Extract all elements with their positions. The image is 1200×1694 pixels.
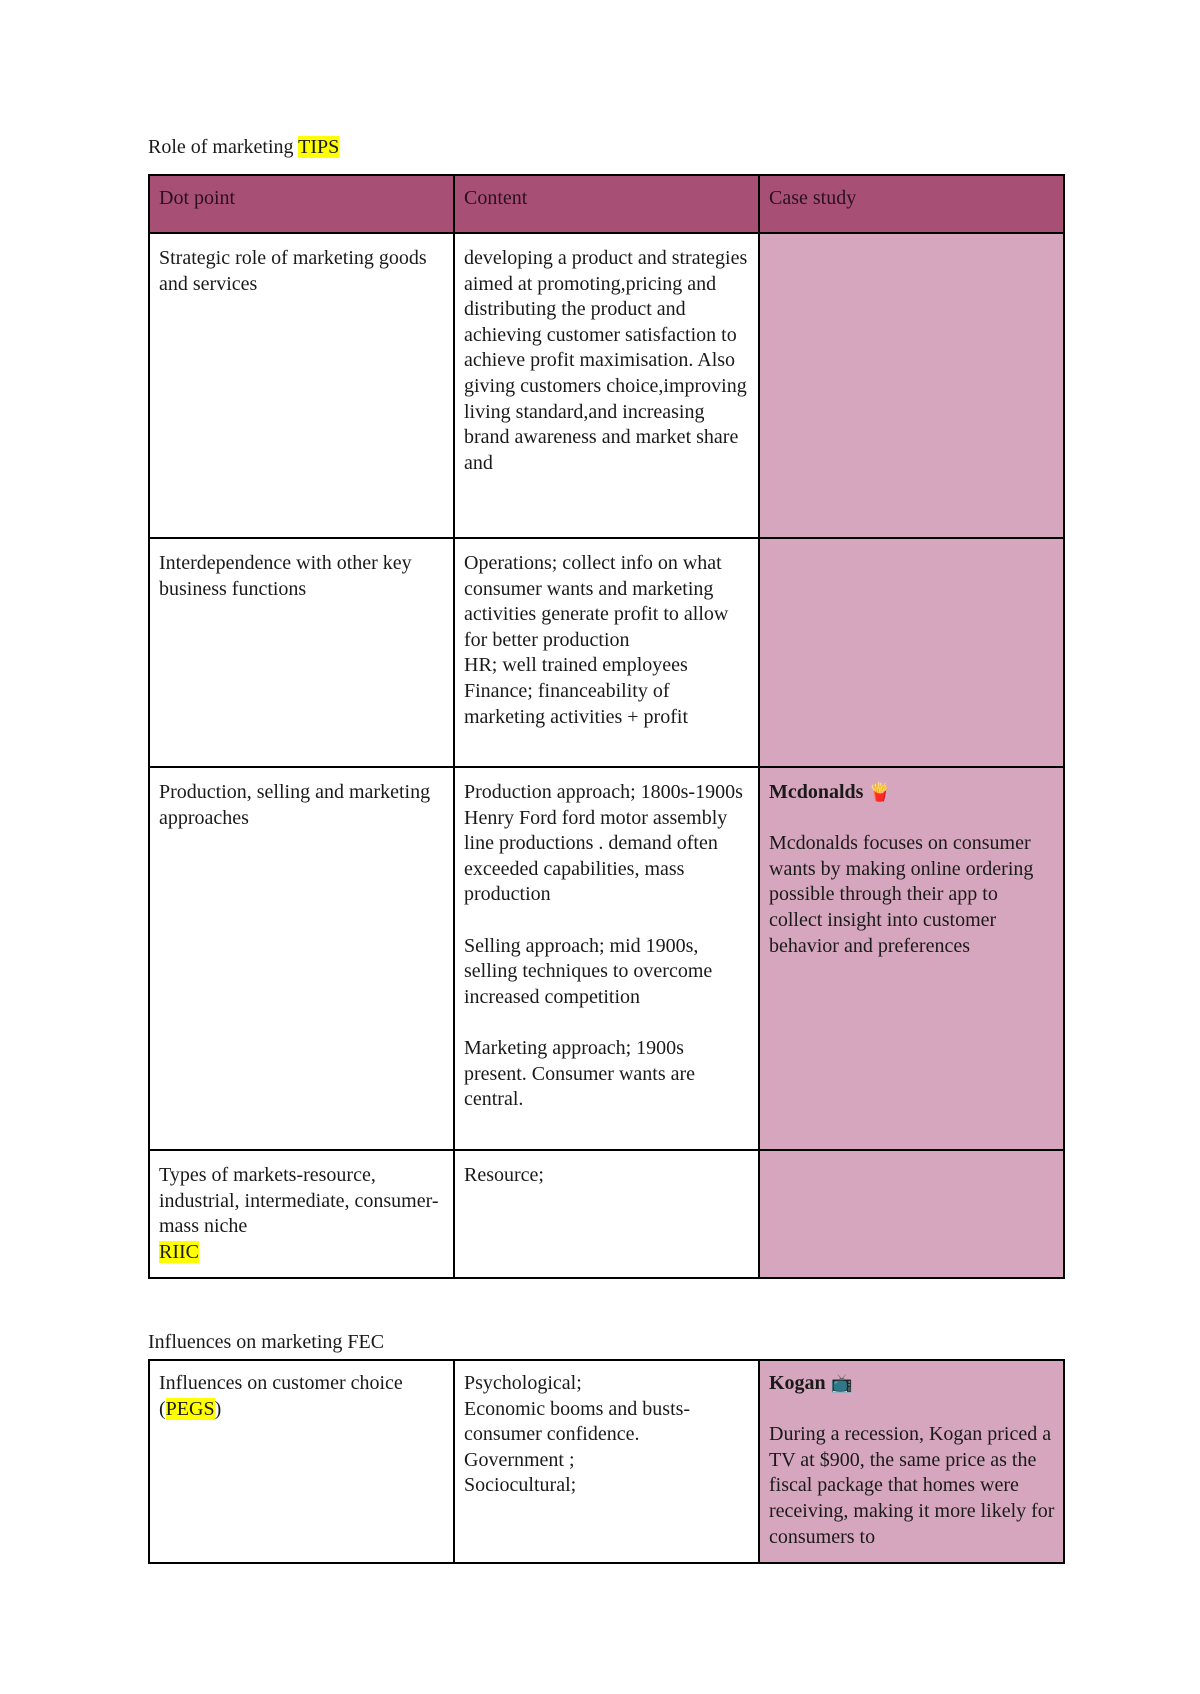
dot-point-cell (149, 233, 454, 538)
dot-point-text: Influences on customer choice ( (159, 1372, 403, 1420)
heading-text: Role of marketing (148, 136, 294, 158)
content-paragraph-production: Production approach; 1800s-1900s Henry Ford ford motor assembly line productions . demand often exceeded capabilities, mass production (464, 781, 743, 906)
section-heading-influences: Influences on marketing FEC (148, 1331, 385, 1353)
case-study-text: Mcdonalds focuses on consumer wants by making online ordering possible through their app to collect insight into customer behavior and preferences (769, 832, 1034, 957)
case-study-cell (759, 767, 1064, 1150)
tv-icon: 📺 (830, 1373, 854, 1394)
content-text: Psychological; Economic booms and busts- consumer confidence. Government ; Sociocultural; (464, 1372, 691, 1497)
case-title-text: Mcdonalds (769, 781, 864, 803)
content-cell (454, 767, 759, 1150)
content-text: developing a product and strategies aimed at promoting,pricing and distributing the product and achieving customer satisfaction to achieve profit maximisation. Also giving customers choice,improving living standard,and increasing brand awareness and market share and (464, 247, 748, 474)
section-heading-role-of-marketing (148, 135, 339, 159)
dot-point-text: Production, selling and marketing approaches (159, 781, 431, 829)
dot-point-cell (149, 1150, 454, 1278)
fries-icon: 🍟 (868, 782, 891, 803)
case-title-text: Kogan (769, 1372, 826, 1394)
table-row (149, 1360, 1064, 1563)
dot-point-text: Interdependence with other key business functions (159, 552, 412, 600)
dot-point-highlight-pegs: PEGS (165, 1397, 215, 1420)
dot-point-text: Types of markets-resource, industrial, intermediate, consumer-mass niche (159, 1164, 439, 1238)
case-study-text: During a recession, Kogan priced a TV at $900, the same price as the fiscal package that homes were receiving, making it more likely for consumers to (769, 1423, 1055, 1548)
heading-highlight-tips: TIPS (298, 136, 340, 158)
table-header-row (149, 175, 1064, 233)
dot-point-cell (149, 767, 454, 1150)
dot-point-cell (149, 538, 454, 767)
content-cell (454, 1150, 759, 1278)
table-row (149, 538, 1064, 767)
column-header-content: Content (454, 175, 759, 233)
case-study-cell (759, 538, 1064, 767)
case-study-cell (759, 1150, 1064, 1278)
dot-point-text: Strategic role of marketing goods and services (159, 247, 427, 295)
case-study-cell (759, 233, 1064, 538)
case-title-mcdonalds (769, 780, 1055, 806)
table-row (149, 1150, 1064, 1278)
role-of-marketing-table (148, 174, 1065, 1279)
dot-point-cell (149, 1360, 454, 1563)
table-row (149, 233, 1064, 538)
influences-table (148, 1359, 1065, 1564)
column-header-dot-point: Dot point (149, 175, 454, 233)
dot-point-highlight-riic: RIIC (159, 1240, 199, 1263)
case-study-cell (759, 1360, 1064, 1563)
content-paragraph-marketing: Marketing approach; 1900s present. Consumer wants are central. (464, 1036, 696, 1111)
content-text: Resource; (464, 1164, 544, 1186)
case-title-kogan (769, 1371, 1055, 1397)
content-cell (454, 233, 759, 538)
column-header-case-study: Case study (759, 175, 1064, 233)
dot-point-suffix: ) (214, 1397, 222, 1420)
content-cell (454, 538, 759, 767)
content-cell (454, 1360, 759, 1563)
table-row (149, 767, 1064, 1150)
content-text: Operations; collect info on what consumer wants and marketing activities generate profit to allow for better production HR; well trained employees Finance; financeability of marketing activities + profit (464, 552, 729, 728)
content-paragraph-selling: Selling approach; mid 1900s, selling techniques to overcome increased competition (464, 934, 713, 1008)
